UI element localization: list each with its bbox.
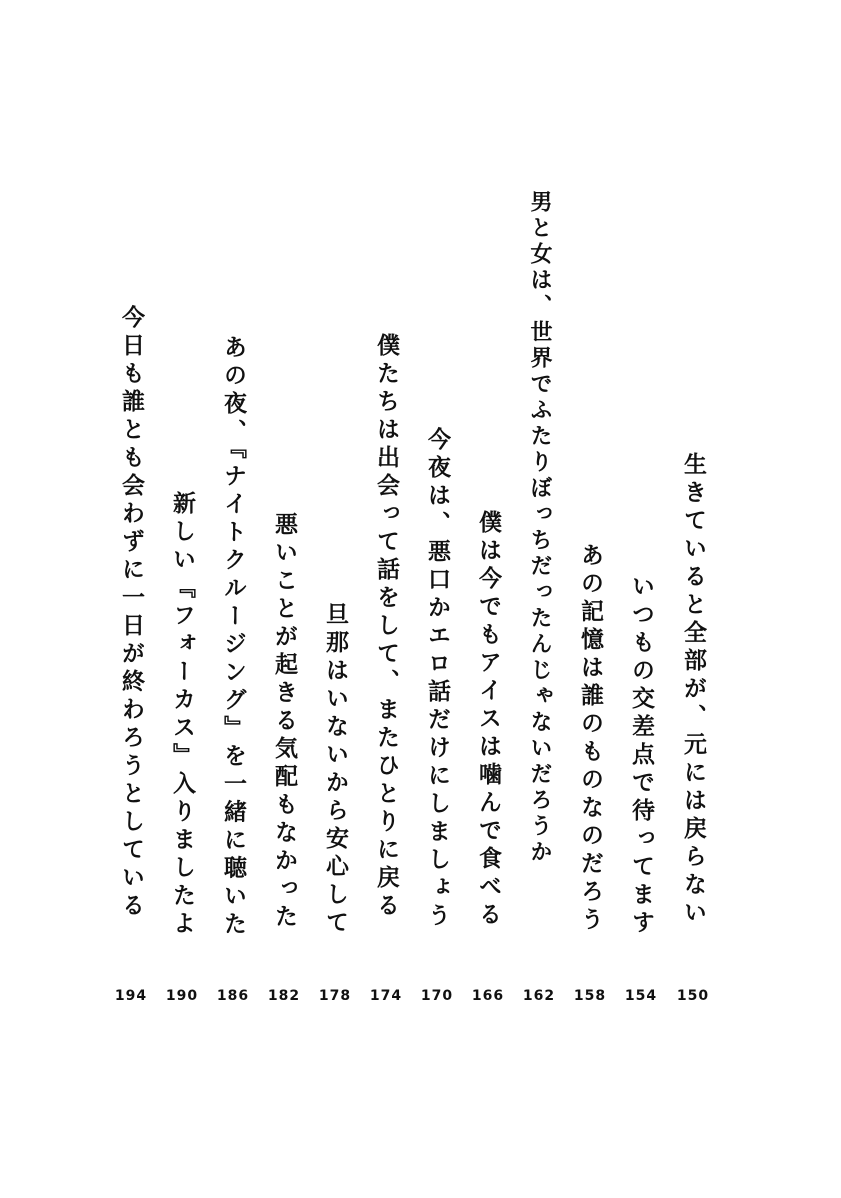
- toc-entry-title: 旦那はいないから安心して: [322, 602, 348, 938]
- toc-entry-page-number: 182: [267, 988, 301, 1004]
- toc-entry-title: いつもの交差点で待ってます: [628, 574, 654, 938]
- toc-entry-page-number: 178: [318, 988, 352, 1004]
- toc-entry-title: 生きていると全部が、元には戻らない: [680, 452, 706, 928]
- toc-entry-page-number: 170: [420, 988, 454, 1004]
- toc-entry-page-number: 186: [216, 988, 250, 1004]
- toc-entry-title: 今夜は、悪口かエロ話だけにしましょう: [424, 427, 450, 931]
- toc-entry-page-number: 158: [573, 988, 607, 1004]
- toc-entry-title: 悪いことが起きる気配もなかった: [271, 512, 297, 932]
- toc-entry-title: 新しい『フォーカス』入りましたよ: [169, 491, 195, 939]
- toc-entry-title: 僕たちは出会って話をして、またひとりに戻る: [373, 333, 399, 921]
- toc-entry-title: あの記憶は誰のものなのだろう: [577, 543, 603, 935]
- toc-entry-page-number: 150: [676, 988, 710, 1004]
- toc-entry-title: あの夜、『ナイトクルージング』を一緒に聴いた: [220, 335, 246, 940]
- toc-entry-page-number: 162: [522, 988, 556, 1004]
- toc-entry-page-number: 174: [369, 988, 403, 1004]
- toc-entry-title: 今日も誰とも会わずに一日が終わろうとしている: [118, 305, 144, 921]
- toc-entry-page-number: 194: [114, 988, 148, 1004]
- toc-entry-page-number: 154: [624, 988, 658, 1004]
- toc-entry-title: 僕は今でもアイスは噛んで食べる: [475, 510, 501, 930]
- toc-entry-title: 男と女は、世界でふたりぼっちだったんじゃないだろうか: [527, 190, 552, 866]
- toc-entry-page-number: 166: [471, 988, 505, 1004]
- toc-entry-page-number: 190: [165, 988, 199, 1004]
